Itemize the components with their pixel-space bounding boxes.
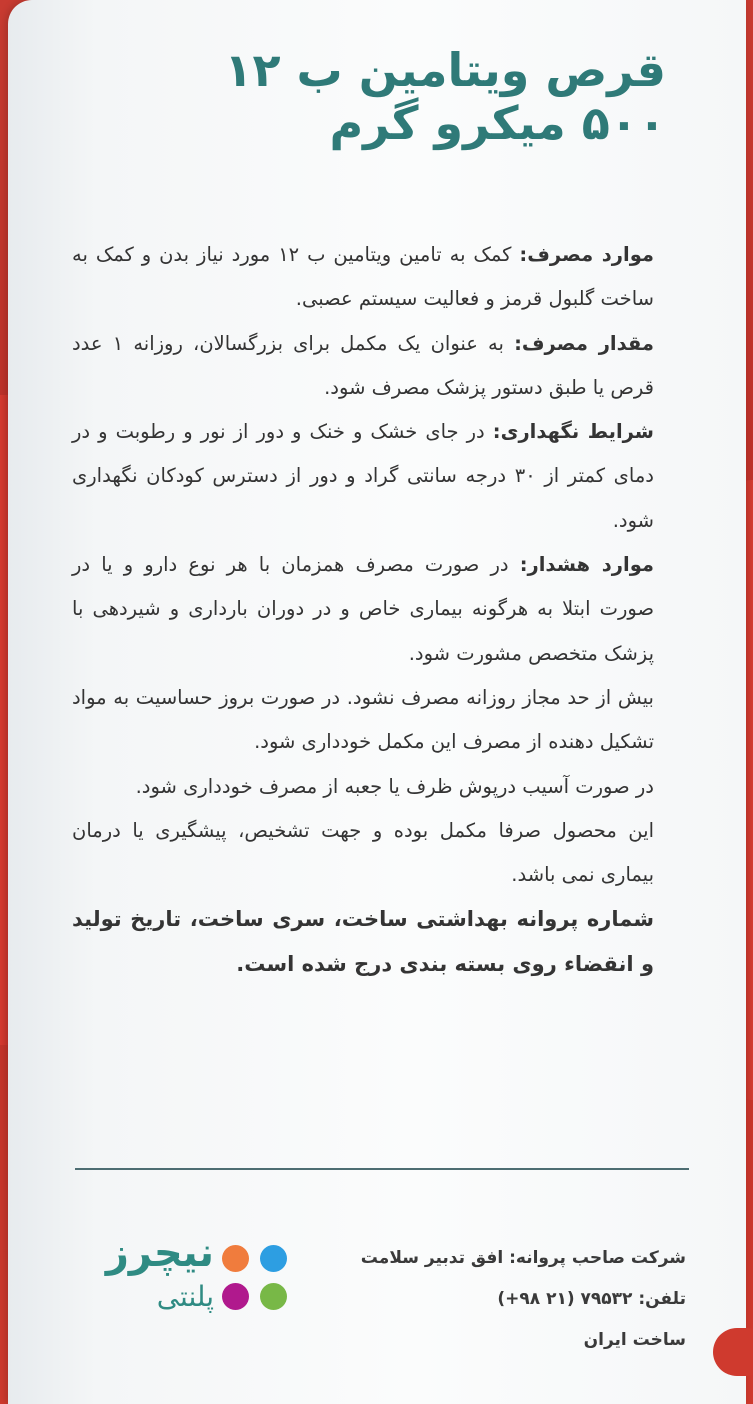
usage-label: موارد مصرف: — [519, 243, 654, 266]
usage-text: کمک به تامین ویتامین ب ۱۲ مورد نیاز بدن و کمک به ساخت گلبول قرمز و فعالیت سیستم عصبی. — [72, 243, 654, 311]
orange-dot-icon — [222, 1245, 249, 1272]
storage-text: در جای خشک و خنک و دور از نور و رطوبت و در دمای کمتر از ۳۰ درجه سانتی گراد و دور از دسترس کودکان نگهداری شود. — [72, 420, 654, 532]
company-phone: تلفن: ۷۹۵۳۲ (۲۱ ۹۸+) — [497, 1289, 686, 1309]
company-info — [316, 1238, 686, 1361]
dosage-paragraph — [72, 322, 654, 411]
warning-paragraph — [72, 543, 654, 676]
product-title-line-2: ۵۰۰ میکرو گرم — [329, 96, 666, 151]
purple-dot-icon — [222, 1283, 249, 1310]
supplement-disclaimer: این محصول صرفا مکمل بوده و جهت تشخیص، پیشگیری یا درمان بیماری نمی باشد. — [72, 818, 654, 887]
dosage-label: مقدار مصرف: — [514, 331, 654, 355]
dosage-text: به عنوان یک مکمل برای بزرگسالان، روزانه ۱ عدد قرص یا طبق دستور پزشک مصرف شود. — [72, 331, 654, 399]
brand-logo — [94, 1230, 314, 1350]
storage-label: شرایط نگهداری: — [492, 420, 654, 444]
product-label-card — [8, 0, 746, 1404]
brand-dots-icon — [222, 1245, 302, 1325]
blue-dot-icon — [260, 1245, 287, 1272]
green-dot-icon — [260, 1283, 287, 1310]
section-divider — [75, 1168, 689, 1170]
usage-paragraph — [72, 233, 654, 322]
made-in-iran: ساخت ایران — [583, 1330, 686, 1350]
warning-text: در صورت مصرف همزمان با هر نوع دارو و یا در صورت ابتلا به هرگونه بیماری خاص و در دوران بارداری و شیردهی با پزشک متخصص مشورت شود. — [72, 553, 654, 665]
daily-limit-note: بیش از حد مجاز روزانه مصرف نشود. در صورت بروز حساسیت به مواد تشکیل دهنده از مصرف این مکمل خودداری شود. — [72, 685, 654, 754]
label-body-text — [72, 233, 654, 987]
red-box-bottom-tab — [713, 1328, 753, 1376]
damaged-cap-note: در صورت آسیب درپوش ظرف یا جعبه از مصرف خودداری شود. — [135, 774, 654, 798]
product-title — [76, 44, 666, 151]
license-info-note: شماره پروانه بهداشتی ساخت، سری ساخت، تاریخ تولید و انقضاء روی بسته بندی درج شده است. — [72, 907, 654, 977]
product-title-line-1: قرص ویتامین ب ۱۲ — [224, 43, 666, 97]
brand-subtitle: پلنتی — [156, 1280, 214, 1313]
warning-label: موارد هشدار: — [519, 553, 654, 577]
brand-name: نیچرز — [105, 1230, 214, 1276]
license-owner: شرکت صاحب پروانه: افق تدبیر سلامت — [360, 1248, 686, 1268]
storage-paragraph — [72, 410, 654, 543]
